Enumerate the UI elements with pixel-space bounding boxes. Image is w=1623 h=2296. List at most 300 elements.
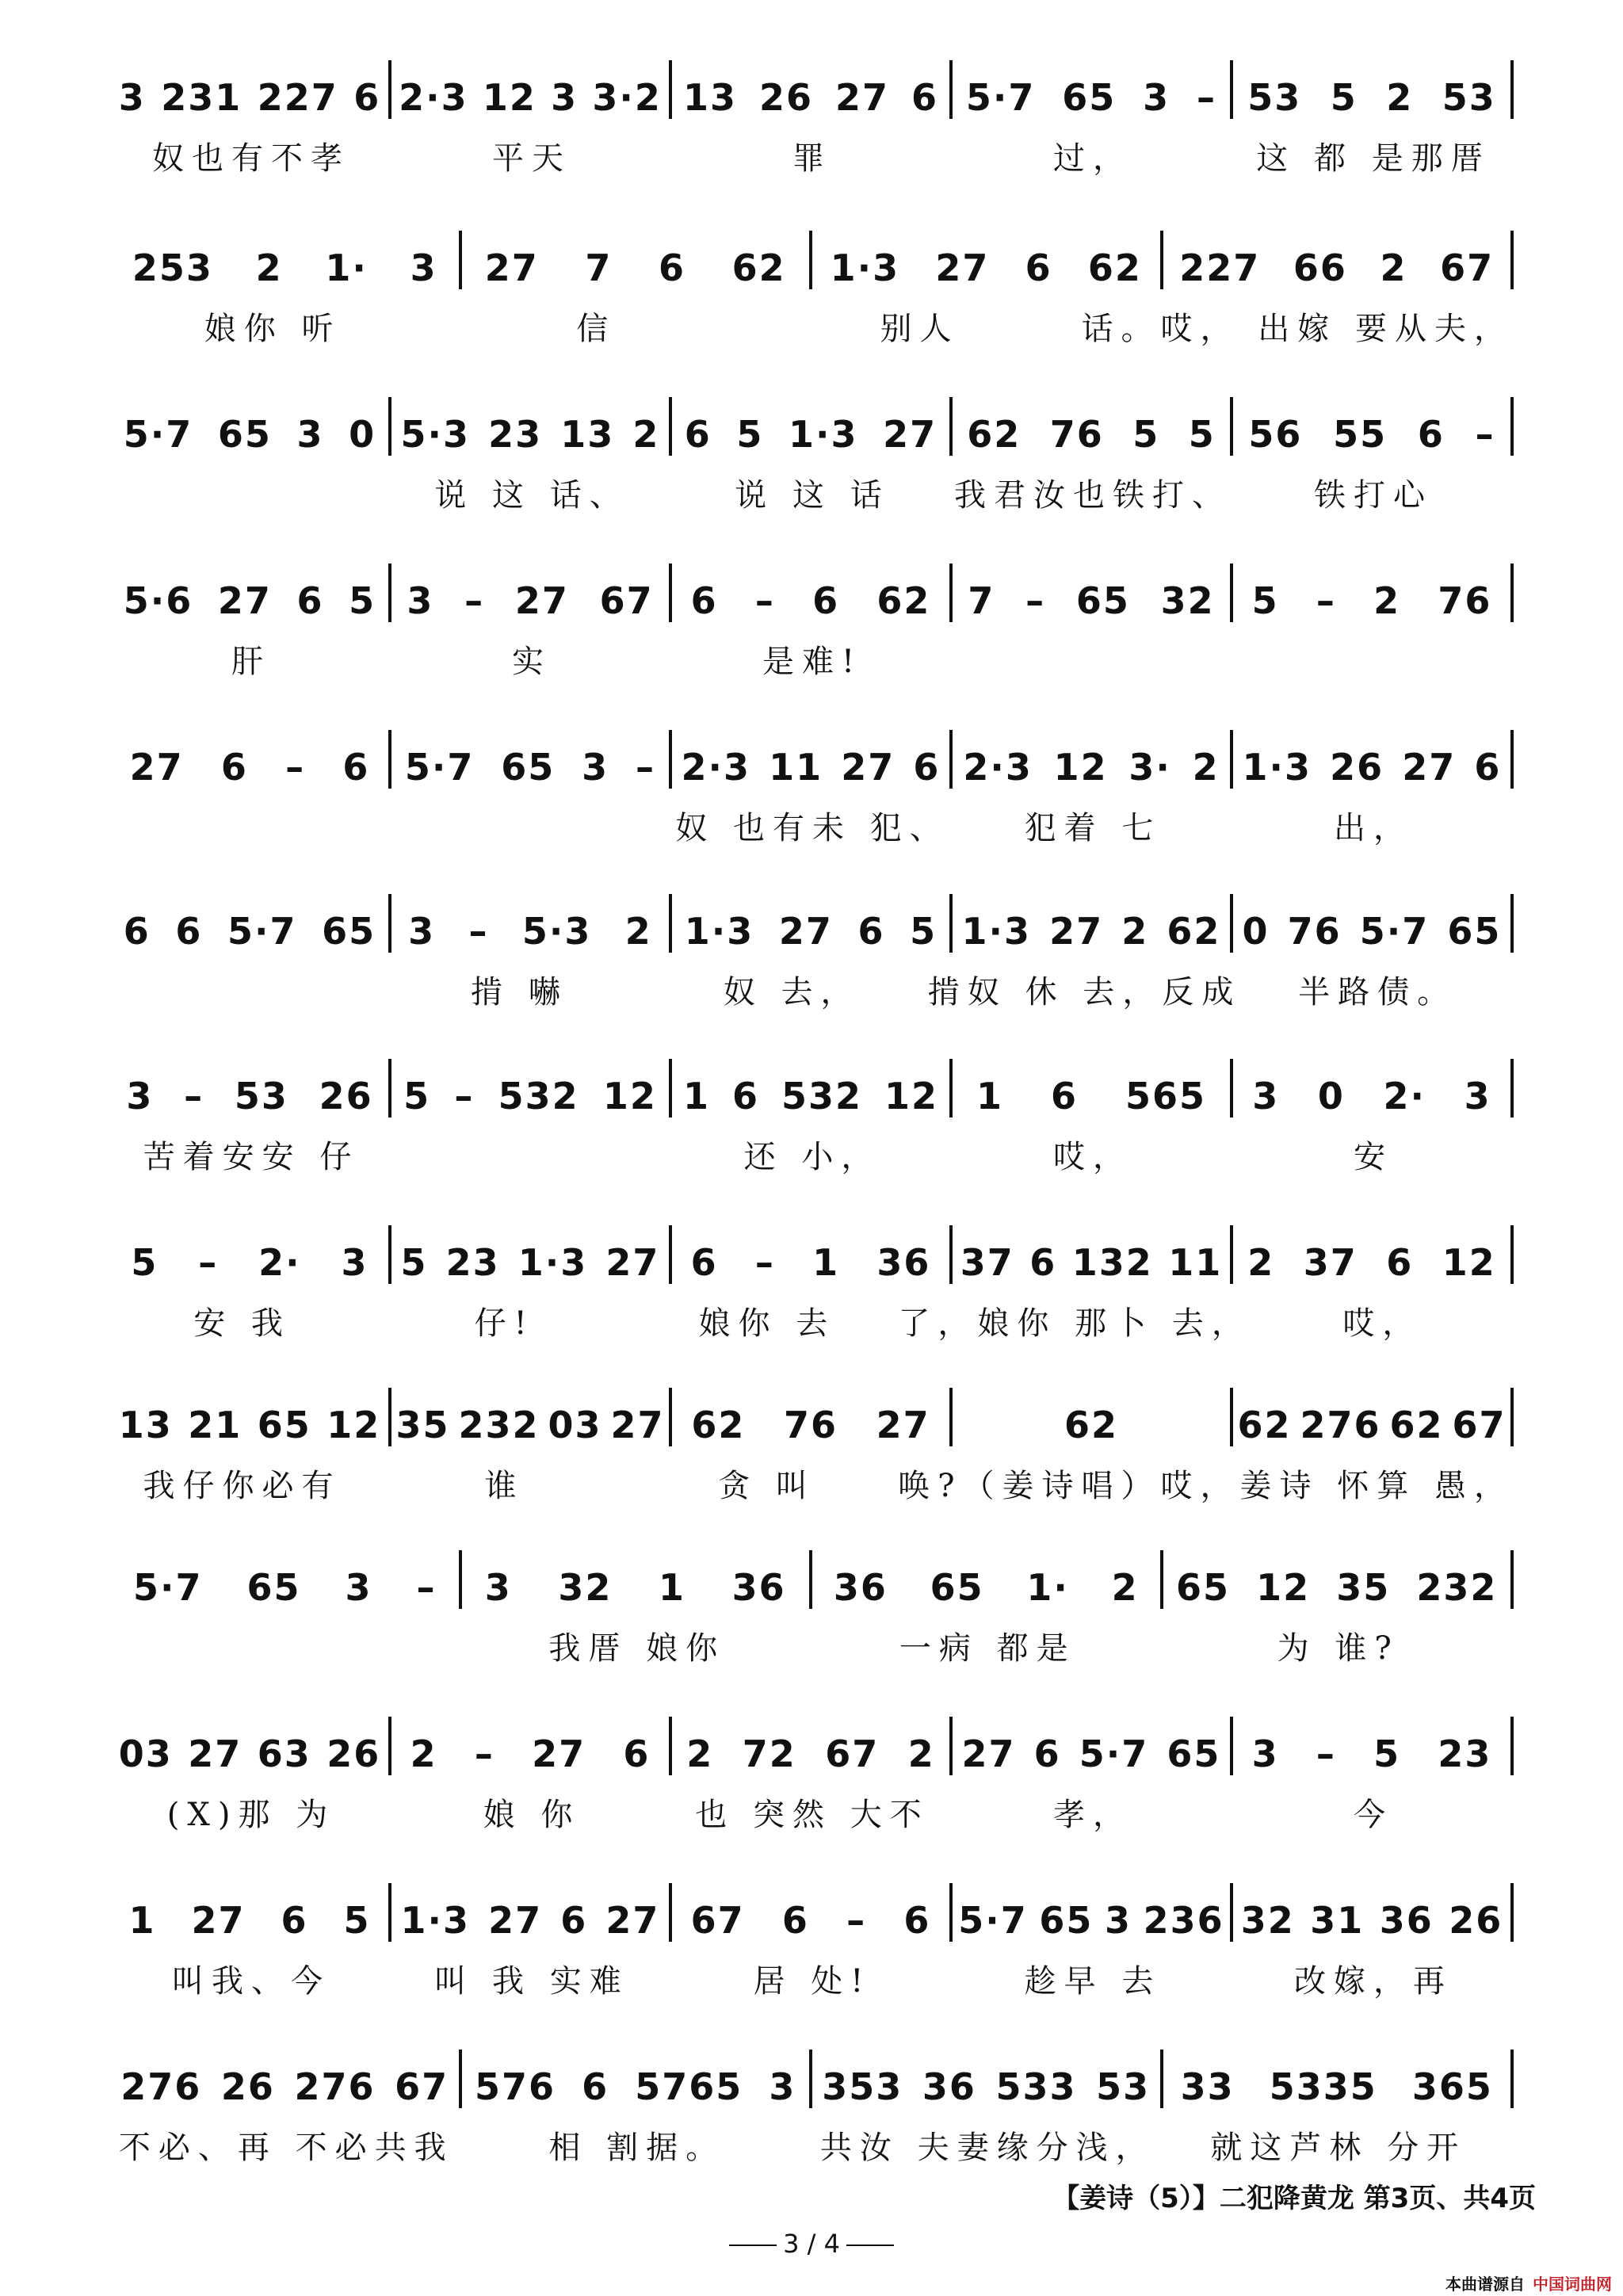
note-group: – — [416, 1566, 437, 1609]
barline — [1510, 730, 1514, 789]
measure — [953, 392, 1230, 456]
note-group: 27 — [484, 246, 539, 289]
note-group: 67 — [1440, 246, 1495, 289]
note-group: 13 — [560, 413, 615, 456]
barline — [1510, 397, 1514, 456]
lyric-segment: 是难! — [762, 643, 863, 680]
note-group: 5 — [343, 1899, 371, 1942]
lyric-segment: 说 这 话、 — [434, 476, 629, 514]
note-group: – — [468, 910, 489, 953]
measure — [1233, 1221, 1510, 1284]
note-group: 27 — [605, 1899, 660, 1942]
note-group: 3 — [1251, 1733, 1279, 1775]
measure — [953, 1054, 1230, 1117]
note-group: 227 — [1179, 246, 1261, 289]
note-group: 6 — [281, 1899, 308, 1942]
note-group: 3 — [769, 2065, 796, 2108]
note-group: 62 — [691, 1404, 746, 1446]
note-group: 6 — [1029, 1241, 1057, 1284]
note-group: 2 — [907, 1733, 935, 1775]
score-system — [111, 725, 1514, 884]
notation-line — [111, 1383, 1514, 1446]
source-label: 本曲谱源自 — [1445, 2275, 1525, 2294]
note-group: 11 — [1168, 1241, 1223, 1284]
note-group: 1· — [325, 246, 368, 289]
note-group: 26 — [1449, 1899, 1503, 1942]
note-group: 67 — [599, 579, 654, 622]
score-title-footer: 【姜诗（5）】二犯降黄龙 第3页、共4页 — [1052, 2183, 1536, 2214]
lyric-line — [111, 635, 1514, 682]
score-system — [111, 226, 1514, 384]
measure — [111, 2045, 459, 2108]
note-group: 27 — [217, 579, 272, 622]
note-group: 1·3 — [1242, 746, 1312, 789]
measure — [672, 1878, 949, 1942]
note-group: 26 — [327, 1733, 381, 1775]
note-group: – — [285, 746, 306, 789]
note-group: 5 — [131, 1241, 158, 1284]
note-group: 276 — [294, 2065, 376, 2108]
barline — [1510, 60, 1514, 119]
note-group: 65 — [1447, 910, 1502, 953]
measure — [1163, 226, 1511, 289]
lyric-segment: 罪 — [792, 139, 832, 177]
note-group: 5335 — [1269, 2065, 1377, 2108]
note-group: 3 — [408, 910, 436, 953]
measure — [672, 1383, 949, 1446]
note-group: 26 — [758, 76, 813, 119]
note-group: 27 — [1402, 746, 1457, 789]
note-group: 53 — [1247, 76, 1302, 119]
score-system — [111, 1712, 1514, 1870]
note-group: 36 — [1379, 1899, 1434, 1942]
note-group: 53 — [234, 1075, 288, 1117]
lyric-segment: 谁 — [484, 1467, 525, 1504]
notation-line — [111, 1712, 1514, 1775]
note-group: 2 — [255, 246, 283, 289]
measure — [672, 725, 949, 789]
notation-line — [111, 889, 1514, 953]
score-system — [111, 55, 1514, 214]
note-group: 27 — [841, 746, 896, 789]
measure — [672, 1712, 949, 1775]
note-group: 232 — [458, 1404, 540, 1446]
lyric-segment: 孝， — [1053, 1796, 1132, 1833]
note-group: 65 — [1062, 76, 1117, 119]
note-group: 32 — [1240, 1899, 1295, 1942]
note-group: 23 — [1438, 1733, 1492, 1775]
note-group: 2 — [686, 1733, 714, 1775]
barline — [1510, 1059, 1514, 1117]
score-system — [111, 1878, 1514, 2037]
note-group: 5 — [910, 910, 938, 953]
note-group: 7 — [585, 246, 613, 289]
measure — [672, 559, 949, 622]
note-group: 6 — [659, 246, 686, 289]
lyric-segment: 别人 — [880, 310, 960, 347]
note-group: 6 — [913, 746, 941, 789]
note-group: 5 — [1132, 413, 1160, 456]
lyric-segment: 掯奴 休 去，反成 — [927, 973, 1242, 1010]
barline — [1510, 2050, 1514, 2108]
lyric-segment: 我仔你必有 — [143, 1467, 342, 1504]
note-group: 227 — [257, 76, 338, 119]
note-group: – — [1197, 76, 1217, 119]
notation-line — [111, 226, 1514, 289]
note-group: 5·7 — [123, 413, 193, 456]
notation-line — [111, 1054, 1514, 1117]
note-group: 36 — [833, 1566, 888, 1609]
note-group: – — [754, 1241, 775, 1284]
lyric-segment: 出， — [1334, 809, 1413, 846]
lyric-segment: 哎， — [1342, 1305, 1423, 1342]
measure — [953, 55, 1230, 119]
note-group: 6 — [1025, 246, 1052, 289]
note-group: 132 — [1071, 1241, 1153, 1284]
note-group: – — [1316, 1733, 1336, 1775]
notation-line — [111, 1878, 1514, 1942]
note-group: 6 — [1033, 1733, 1061, 1775]
note-group: 31 — [1310, 1899, 1365, 1942]
measure — [1233, 1054, 1510, 1117]
measure — [672, 1221, 949, 1284]
measure — [391, 55, 669, 119]
note-group: 27 — [514, 579, 569, 622]
measure — [812, 226, 1160, 289]
note-group: 27 — [605, 1241, 660, 1284]
note-group: 6 — [1050, 1075, 1078, 1117]
note-group: 6 — [690, 579, 718, 622]
note-group: 62 — [1237, 1404, 1292, 1446]
source-credit — [1445, 2271, 1612, 2294]
measure — [111, 1878, 388, 1942]
score-system — [111, 1221, 1514, 1379]
note-group: 13 — [682, 76, 737, 119]
note-group: 27 — [488, 1899, 543, 1942]
note-group: – — [454, 1075, 475, 1117]
measure — [111, 392, 388, 456]
lyric-line — [111, 1788, 1514, 1836]
note-group: 36 — [922, 2065, 976, 2108]
note-group: 67 — [825, 1733, 880, 1775]
note-group: 26 — [1330, 746, 1384, 789]
lyric-segment: 也 突然 大不 — [695, 1796, 930, 1833]
note-group: 232 — [1416, 1566, 1498, 1609]
lyric-line — [111, 2121, 1514, 2168]
notation-line — [111, 55, 1514, 119]
lyric-segment: 相 割据。 — [548, 2129, 726, 2166]
note-group: 2 — [410, 1733, 437, 1775]
note-group: 1·3 — [400, 1899, 471, 1942]
lyric-segment: 我君汝也铁打、 — [954, 476, 1232, 514]
note-group: 6 — [623, 1733, 651, 1775]
measure — [391, 725, 669, 789]
measure — [111, 725, 388, 789]
lyric-segment: 铁打心 — [1314, 476, 1433, 514]
note-group: 13 — [118, 1404, 173, 1446]
lyric-line — [111, 1622, 1514, 1669]
measure — [391, 1878, 669, 1942]
note-group: 7 — [968, 579, 995, 622]
note-group: 5 — [1330, 76, 1358, 119]
note-group: 11 — [769, 746, 823, 789]
measure — [953, 725, 1230, 789]
note-group: 3· — [1128, 746, 1171, 789]
note-group: – — [198, 1241, 219, 1284]
note-group: 76 — [1287, 910, 1342, 953]
measure — [111, 559, 388, 622]
note-group: 27 — [532, 1733, 586, 1775]
lyric-segment: 安 — [1354, 1138, 1393, 1175]
measure — [1233, 1878, 1510, 1942]
note-group: 6 — [731, 1075, 759, 1117]
note-group: 1 — [659, 1566, 686, 1609]
note-group: 3 — [296, 413, 324, 456]
note-group: 63 — [257, 1733, 311, 1775]
note-group: 6 — [123, 910, 151, 953]
lyric-segment: 奴 也有未 犯、 — [675, 809, 949, 846]
page-number — [0, 2229, 1623, 2259]
measure — [391, 1383, 669, 1446]
note-group: 5 — [349, 579, 376, 622]
measure — [1233, 1712, 1510, 1775]
note-group: 27 — [129, 746, 184, 789]
lyric-segment: 今 — [1354, 1796, 1393, 1833]
note-group: 76 — [1049, 413, 1104, 456]
measure — [391, 1054, 669, 1117]
note-group: 62 — [1064, 1404, 1118, 1446]
score-system — [111, 889, 1514, 1048]
note-group: 2 — [1380, 246, 1407, 289]
note-group: 27 — [883, 413, 938, 456]
lyric-segment: 贪 叫 — [718, 1467, 815, 1504]
lyric-segment: 共汝 夫妻缘分浅， — [819, 2129, 1155, 2166]
note-group: 53 — [1442, 76, 1496, 119]
lyric-segment: 信 — [576, 310, 617, 347]
note-group: 2 — [1386, 76, 1414, 119]
note-group: 65 — [1075, 579, 1130, 622]
note-group: 6 — [342, 746, 370, 789]
note-group: 5·7 — [958, 1899, 1028, 1942]
lyric-segment: 娘你 听 — [204, 310, 342, 347]
measure — [111, 1054, 388, 1117]
measure — [111, 1383, 388, 1446]
notation-line — [111, 1221, 1514, 1284]
lyric-segment: 为 谁? — [1277, 1629, 1400, 1667]
note-group: 72 — [742, 1733, 796, 1775]
note-group: 533 — [995, 2065, 1077, 2108]
note-group: 6 — [812, 579, 840, 622]
note-group: – — [1316, 579, 1336, 622]
note-group: 1·3 — [684, 910, 754, 953]
note-group: 5·6 — [123, 579, 193, 622]
note-group: 1·3 — [517, 1241, 588, 1284]
note-group: 21 — [188, 1404, 242, 1446]
lyric-segment: 居 处! — [753, 1962, 872, 2000]
measure — [462, 1545, 810, 1609]
note-group: 236 — [1143, 1899, 1224, 1942]
note-group: 62 — [1087, 246, 1142, 289]
note-group: 5765 — [635, 2065, 743, 2108]
lyric-segment: 不必、再 不必共我 — [118, 2129, 454, 2166]
note-group: 62 — [1167, 910, 1221, 953]
note-group: 5·3 — [521, 910, 592, 953]
note-group: 12 — [1256, 1566, 1311, 1609]
note-group: 6 — [296, 579, 324, 622]
note-group: 3 — [341, 1241, 369, 1284]
notation-line — [111, 2045, 1514, 2108]
lyric-segment: 娘 你 — [483, 1796, 581, 1833]
note-group: 1 — [128, 1899, 156, 1942]
measure — [391, 889, 669, 953]
measure — [111, 226, 459, 289]
lyric-segment: (X)那 为 — [166, 1796, 336, 1833]
note-group: 12 — [602, 1075, 657, 1117]
score-system — [111, 559, 1514, 717]
lyric-segment: 过， — [1053, 139, 1132, 177]
note-group: 27 — [188, 1733, 242, 1775]
note-group: 6 — [781, 1899, 809, 1942]
note-group: 2 — [1121, 910, 1149, 953]
note-group: 5·7 — [1359, 910, 1430, 953]
note-group: 1 — [682, 1075, 710, 1117]
note-group: 27 — [834, 76, 889, 119]
note-group: 32 — [558, 1566, 613, 1609]
note-group: 12 — [884, 1075, 938, 1117]
note-group: 27 — [961, 1733, 1016, 1775]
lyric-segment: 掯 嚇 — [471, 973, 568, 1010]
score-system — [111, 1383, 1514, 1541]
barline — [1510, 1225, 1514, 1284]
note-group: 6 — [1474, 746, 1502, 789]
barline — [1510, 1883, 1514, 1942]
lyric-segment: 唤?（姜诗唱）哎， — [898, 1467, 1240, 1504]
lyric-segment: 奴也有不孝 — [152, 139, 350, 177]
lyric-segment: 哎， — [1053, 1138, 1132, 1175]
note-group: 3 — [484, 1566, 512, 1609]
note-group: 26 — [319, 1075, 373, 1117]
note-group: 1 — [976, 1075, 1003, 1117]
note-group: 65 — [257, 1404, 311, 1446]
note-group: 27 — [191, 1899, 246, 1942]
note-group: 65 — [930, 1566, 984, 1609]
note-group: 5·3 — [400, 413, 471, 456]
barline — [1510, 894, 1514, 953]
note-group: 27 — [1049, 910, 1104, 953]
note-group: 0 — [1317, 1075, 1345, 1117]
note-group: 5·7 — [965, 76, 1036, 119]
note-group: 27 — [778, 910, 833, 953]
note-group: 3 — [1464, 1075, 1491, 1117]
barline — [1510, 231, 1514, 289]
measure — [1233, 889, 1510, 953]
lyric-line — [111, 1130, 1514, 1178]
lyric-segment: 平天 — [492, 139, 571, 177]
note-group: 62 — [1389, 1404, 1444, 1446]
note-group: 27 — [876, 1404, 930, 1446]
measure — [111, 55, 388, 119]
note-group: 6 — [911, 76, 938, 119]
note-group: 6 — [690, 1241, 718, 1284]
measure — [672, 1054, 949, 1117]
note-group: 6 — [220, 746, 248, 789]
note-group: – — [754, 579, 775, 622]
notation-line — [111, 559, 1514, 622]
note-group: 32 — [1160, 579, 1215, 622]
measure — [812, 1545, 1160, 1609]
note-group: 532 — [498, 1075, 579, 1117]
note-group: 3 — [582, 746, 609, 789]
measure — [391, 1712, 669, 1775]
score-system — [111, 392, 1514, 551]
note-group: 2· — [1383, 1075, 1426, 1117]
barline — [1510, 563, 1514, 622]
measure — [462, 226, 810, 289]
note-group: 62 — [876, 579, 931, 622]
lyric-line — [111, 801, 1514, 849]
note-group: 5 — [1251, 579, 1279, 622]
measure — [1163, 2045, 1511, 2108]
note-group: 231 — [161, 76, 242, 119]
note-group: 23 — [445, 1241, 500, 1284]
note-group: 1·3 — [961, 910, 1032, 953]
lyric-segment: 趁早 去 — [1024, 1962, 1162, 2000]
lyric-line — [111, 468, 1514, 516]
note-group: 6 — [175, 910, 203, 953]
note-group: 6 — [684, 413, 712, 456]
note-group: – — [1475, 413, 1495, 456]
note-group: 67 — [690, 1899, 745, 1942]
note-group: 2 — [1247, 1241, 1275, 1284]
source-site-link[interactable]: 中国词曲网 — [1533, 2275, 1612, 2294]
note-group: 3 — [407, 579, 434, 622]
note-group: 62 — [967, 413, 1022, 456]
measure — [1233, 1383, 1510, 1446]
measure — [111, 1545, 459, 1609]
barline — [1510, 1388, 1514, 1446]
note-group: 5·7 — [404, 746, 475, 789]
note-group: 2 — [624, 910, 652, 953]
measure — [953, 889, 1230, 953]
lyric-segment: 奴 去， — [723, 973, 861, 1010]
note-group: 5 — [400, 1241, 428, 1284]
lyric-segment: 这 都 是那厝 — [1256, 139, 1491, 177]
lyric-segment: 改嫁，再 — [1294, 1962, 1453, 2000]
note-group: 5·7 — [132, 1566, 203, 1609]
measure — [391, 1221, 669, 1284]
note-group: 2 — [632, 413, 660, 456]
measure — [953, 559, 1230, 622]
note-group: 1·3 — [789, 413, 858, 456]
measure — [672, 889, 949, 953]
note-group: 3 — [410, 246, 437, 289]
note-group: 5·7 — [227, 910, 297, 953]
note-group: 6 — [857, 910, 885, 953]
score-system — [111, 1054, 1514, 1213]
lyric-line — [111, 302, 1514, 350]
note-group: 65 — [1167, 1733, 1221, 1775]
note-group: – — [474, 1733, 495, 1775]
note-group: 6 — [1386, 1241, 1414, 1284]
measure — [1163, 1545, 1511, 1609]
lyric-segment: 叫我、今 — [172, 1962, 330, 2000]
note-group: 12 — [327, 1404, 381, 1446]
note-group: 03 — [118, 1733, 173, 1775]
note-group: – — [1025, 579, 1046, 622]
measure — [953, 1221, 1230, 1284]
note-group: 6 — [353, 76, 381, 119]
note-group: 6 — [560, 1899, 588, 1942]
